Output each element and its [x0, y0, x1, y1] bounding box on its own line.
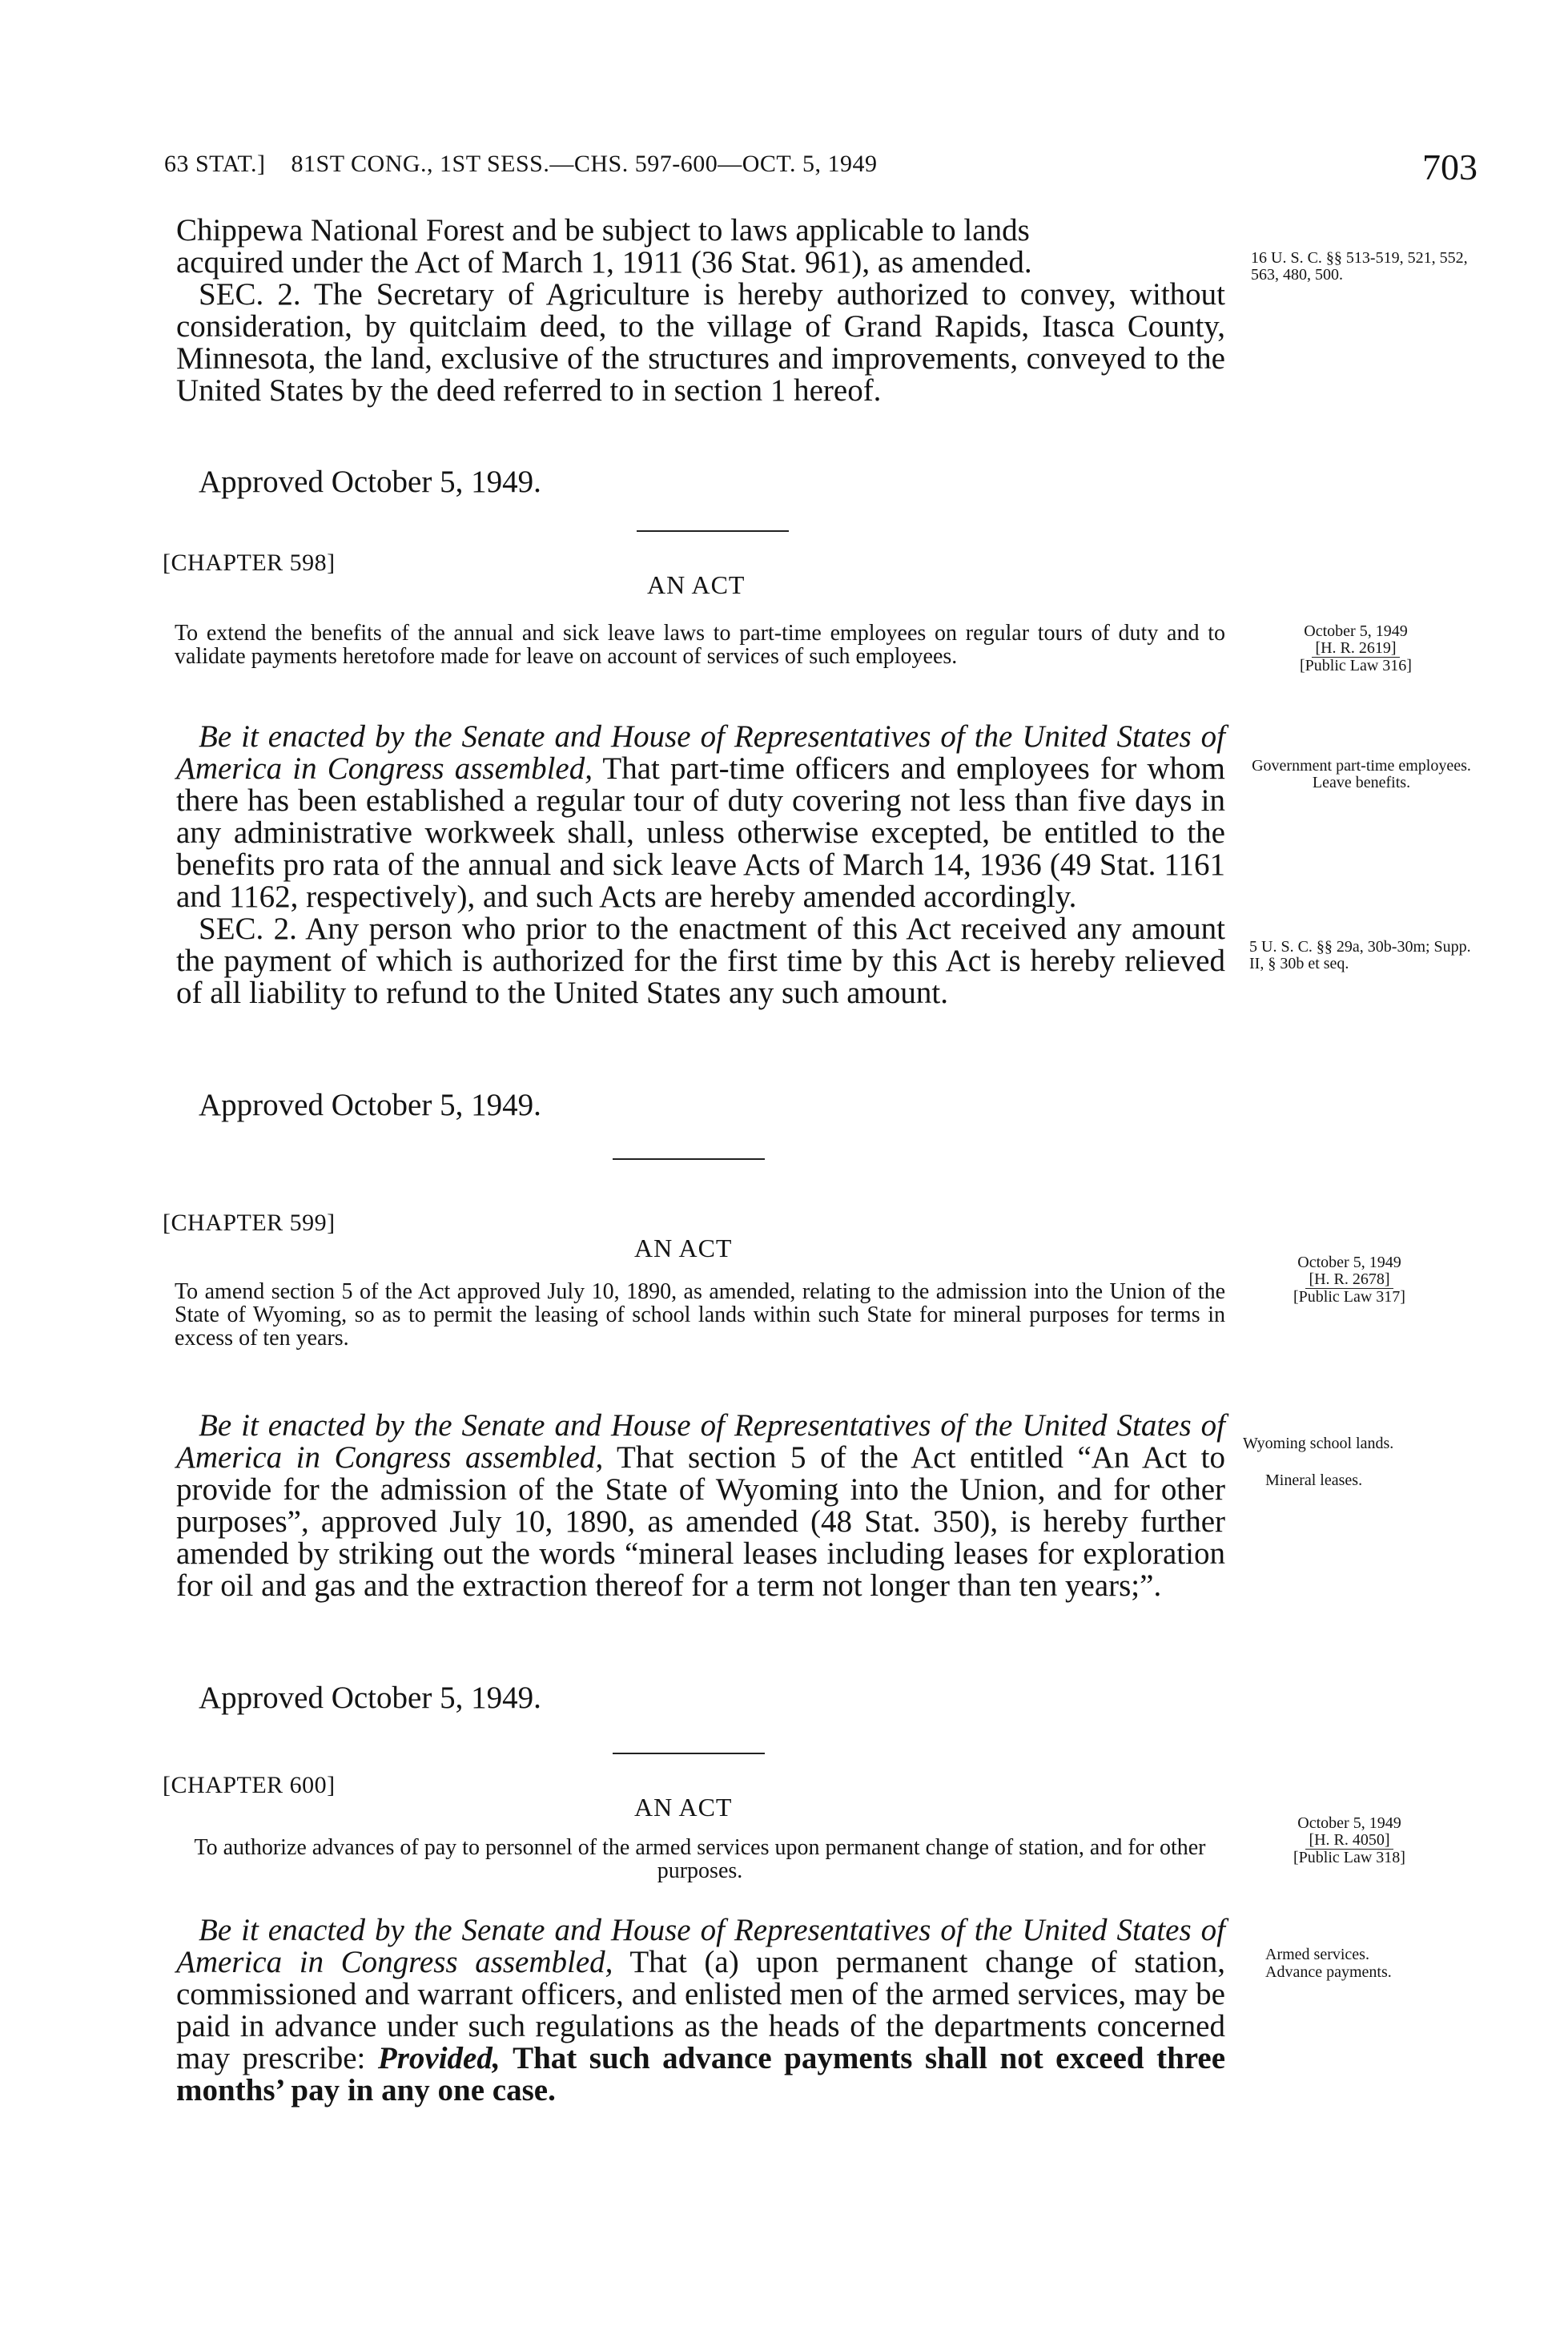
chapter-599-sidenote	[1249, 1254, 1449, 1306]
margin-note-usc-16: 16 U. S. C. §§ 513-519, 521, 552, 563, 480, 500.	[1251, 249, 1468, 284]
header-citation: 63 STAT.] 81ST CONG., 1ST SESS.—CHS. 597-600—OCT. 5, 1949	[164, 151, 878, 177]
chapter-598-body	[176, 721, 1225, 1009]
chapter-599-body	[176, 1410, 1225, 1602]
chapter-598-approved: Approved October 5, 1949.	[199, 1088, 541, 1122]
chapter-600-sidenote	[1249, 1815, 1449, 1866]
chapter-598-public-law: [Public Law 316]	[1300, 657, 1412, 674]
chapter-599-heading: [CHAPTER 599]	[163, 1210, 336, 1236]
chapter-600-margin-note-2: Advance payments.	[1265, 1963, 1392, 1981]
continuation-section-2: SEC. 2. The Secretary of Agriculture is hereby authorized to convey, without consideration, by quitclaim deed, to the village of Grand Rapids, Itasca County, Minnesota, the land, exclusive of the structures and improvements, conveyed to the United States by the deed referred to in section 1 hereof.	[176, 277, 1226, 408]
running-header	[164, 147, 1478, 195]
chapter-599-an-act: AN ACT	[634, 1234, 733, 1262]
chapter-598-an-act: AN ACT	[647, 570, 746, 599]
chapter-600-rule	[613, 1753, 765, 1754]
chapter-598-margin-note-2: 5 U. S. C. §§ 29a, 30b-30m; Supp. II, § 30b et seq.	[1249, 938, 1471, 972]
chapter-600-title: To authorize advances of pay to personnel of the armed services upon permanent change of station, and for other purposes.	[194, 1835, 1206, 1883]
chapter-600-an-act: AN ACT	[634, 1793, 733, 1822]
chapter-598-sidenote	[1256, 623, 1456, 674]
chapter-598-date: October 5, 1949	[1304, 622, 1408, 640]
chapter-599-rule	[613, 1158, 765, 1160]
chapter-598-heading: [CHAPTER 598]	[163, 550, 336, 576]
continuation-text	[176, 215, 1225, 407]
chapter-598-section-2: SEC. 2. Any person who prior to the enactment of this Act received any amount the payment of which is authorized for the first time by this Act is hereby relieved of all liability to refund to the United States any such amount.	[176, 912, 1225, 1010]
chapter-600-section-1: Be it enacted by the Senate and House of Representatives of the United States of America in Congress assembled, That (a) upon permanent change of station, commissioned and warrant officers, and enlisted men of the armed services, may be paid in advance under such regulations as the heads of the departments concerned may prescribe: Provided, That such advance payments shall not exceed three months’ pay in any one case.	[176, 1913, 1226, 2107]
chapter-599-approved: Approved October 5, 1949.	[199, 1681, 541, 1715]
chapter-600-public-law: [Public Law 318]	[1293, 1849, 1405, 1866]
chapter-600-body	[176, 1914, 1225, 2107]
continuation-line-1: Chippewa National Forest and be subject to laws applicable to lands	[176, 213, 1030, 248]
chapter-598-margin-note-1: Government part-time employees. Leave benefits.	[1252, 757, 1471, 791]
chapter-600-heading: [CHAPTER 600]	[163, 1772, 336, 1798]
chapter-599-date: October 5, 1949	[1297, 1254, 1401, 1271]
chapter-598-rule	[637, 530, 789, 532]
chapter-598-section-1: Be it enacted by the Senate and House of Representatives of the United States of America in Congress assembled, That part-time officers and employees for whom there has been established a regular tour of duty covering not less than five days in any administrative workweek shall, unless otherwise excepted, be entitled to the benefits pro rata of the annual and sick leave Acts of March 14, 1936 (49 Stat. 1161 and 1162, respectively), and such Acts are hereby amended accordingly.	[176, 719, 1225, 914]
chapter-599-section-1: Be it enacted by the Senate and House of Representatives of the United States of America in Congress assembled, That section 5 of the Act entitled “An Act to provide for the admission of the State of Wyoming into the Union, and for other purposes”, approved July 10, 1890, as amended (48 Stat. 350), is hereby further amended by striking out the words “mineral leases including leases for exploration for oil and gas and the extraction thereof for a term not longer than ten years;”.	[176, 1408, 1226, 1603]
chapter-599-public-law: [Public Law 317]	[1293, 1288, 1405, 1306]
chapter-599-title: To amend section 5 of the Act approved July 10, 1890, as amended, relating to the admission into the Union of the State of Wyoming, so as to permit the leasing of school lands within such State for mineral purposes for terms in excess of ten years.	[175, 1279, 1225, 1351]
approved-line-prev: Approved October 5, 1949.	[199, 465, 541, 499]
page-number: 703	[1422, 147, 1478, 187]
chapter-600-date: October 5, 1949	[1297, 1814, 1401, 1832]
continuation-line-2: acquired under the Act of March 1, 1911 (36 Stat. 961), as amended.	[176, 245, 1032, 280]
chapter-598-title: To extend the benefits of the annual and sick leave laws to part-time employees on regular tours of duty and to validate payments heretofore made for leave on account of services of such employees.	[175, 621, 1225, 669]
chapter-599-bill: [H. R. 2678]	[1305, 1271, 1393, 1289]
chapter-599-margin-note-1: Wyoming school lands.	[1243, 1435, 1394, 1452]
chapter-600-margin-note-1: Armed services.	[1265, 1946, 1369, 1963]
chapter-599-margin-note-2: Mineral leases.	[1265, 1471, 1363, 1489]
chapter-598-bill: [H. R. 2619]	[1312, 640, 1399, 658]
chapter-600-bill: [H. R. 4050]	[1305, 1832, 1393, 1850]
